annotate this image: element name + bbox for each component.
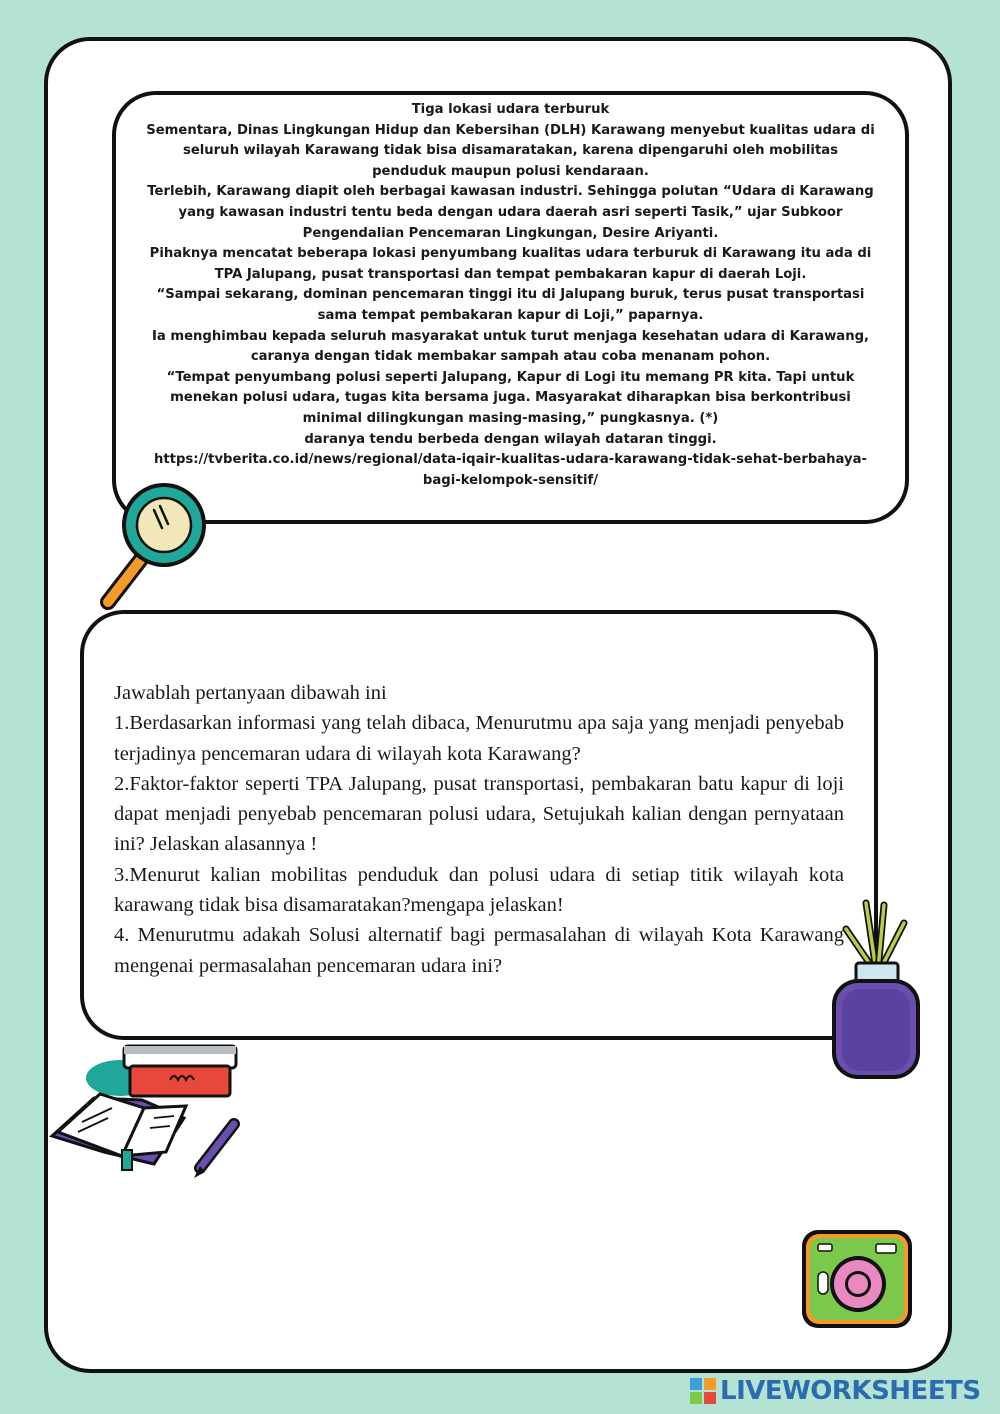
- article-paragraph: Terlebih, Karawang diapit oleh berbagai kawasan industri. Sehingga polutan “Udara di Karawang yang kawasan industri tentu beda dengan udara daerah asri seperti Tasik,” ujar Subkoor Pengendalian Pencemaran Lingkungan, Desire Ariyanti.: [147, 184, 874, 241]
- question-4: 4. Menurutmu adakah Solusi alternatif bagi permasalahan di wilayah Kota Karawang mengenai permasalahan pencemaran udara ini?: [114, 924, 844, 977]
- article-box: [112, 91, 909, 524]
- questions-box: [80, 610, 878, 1040]
- source-link[interactable]: https://tvberita.co.id/news/regional/data-iqair-kualitas-udara-karawang-tidak-sehat-berbahaya-bagi-kelompok-sensitif/: [153, 452, 868, 488]
- article-paragraph: “Tempat penyumbang polusi seperti Jalupang, Kapur di Logi itu memang PR kita. Tapi untuk menekan polusi udara, tugas kita bersama juga. Masyarakat diharapkan bisa berkontribusi minimal dilingkungan masing-masing,” pungkasnya. (*): [166, 369, 855, 426]
- article-paragraph: Pihaknya mencatat beberapa lokasi penyumbang kualitas udara terburuk di Karawang itu ada di TPA Jalupang, pusat transportasi dan tempat pembakaran kapur di daerah Loji.: [149, 246, 872, 282]
- liveworksheets-watermark: [690, 1374, 990, 1408]
- article-paragraph: daranya tendu berbeda dengan wilayah dataran tinggi.: [304, 431, 717, 447]
- question-3: 3.Menurut kalian mobilitas penduduk dan polusi udara di setiap titik wilayah kota karawang tidak bisa disamaratakan?mengapa jelaskan!: [114, 863, 844, 917]
- camera-icon: [800, 1226, 915, 1331]
- question-2: 2.Faktor-faktor seperti TPA Jalupang, pusat transportasi, pembakaran batu kapur di loji dapat menjadi penyebab pencemaran polusi udara, Setujukah kalian dengan pernyataan ini? Jelaskan alasannya !: [114, 772, 844, 856]
- questions-instruction: Jawablah pertanyaan dibawah ini: [114, 682, 387, 704]
- vase-icon: [826, 895, 926, 1085]
- watermark-text: LIVEWORKSHEETS: [720, 1376, 981, 1406]
- article-paragraph: Sementara, Dinas Lingkungan Hidup dan Kebersihan (DLH) Karawang menyebut kualitas udara di seluruh wilayah Karawang tidak bisa disamaratakan, karena dipengaruhi oleh mobilitas penduduk maupun polusi kendaraan.: [146, 122, 875, 179]
- books-icon: [42, 1040, 247, 1190]
- question-1: 1.Berdasarkan informasi yang telah dibaca, Menurutmu apa saja yang menjadi penyebab terjadinya pencemaran udara di wilayah kota Karawang?: [114, 712, 844, 765]
- magnifier-icon: [96, 480, 211, 615]
- article-title: Tiga lokasi udara terburuk: [411, 102, 610, 117]
- article-paragraph: Ia menghimbau kepada seluruh masyarakat untuk turut menjaga kesehatan udara di Karawang, caranya dengan tidak membakar sampah atau coba menanam pohon.: [151, 328, 870, 365]
- article-paragraph: “Sampai sekarang, dominan pencemaran tinggi itu di Jalupang buruk, terus pusat transportasi sama tempat pembakaran kapur di Loji,” paparnya.: [156, 287, 865, 323]
- liveworksheets-logo-icon: [690, 1378, 716, 1404]
